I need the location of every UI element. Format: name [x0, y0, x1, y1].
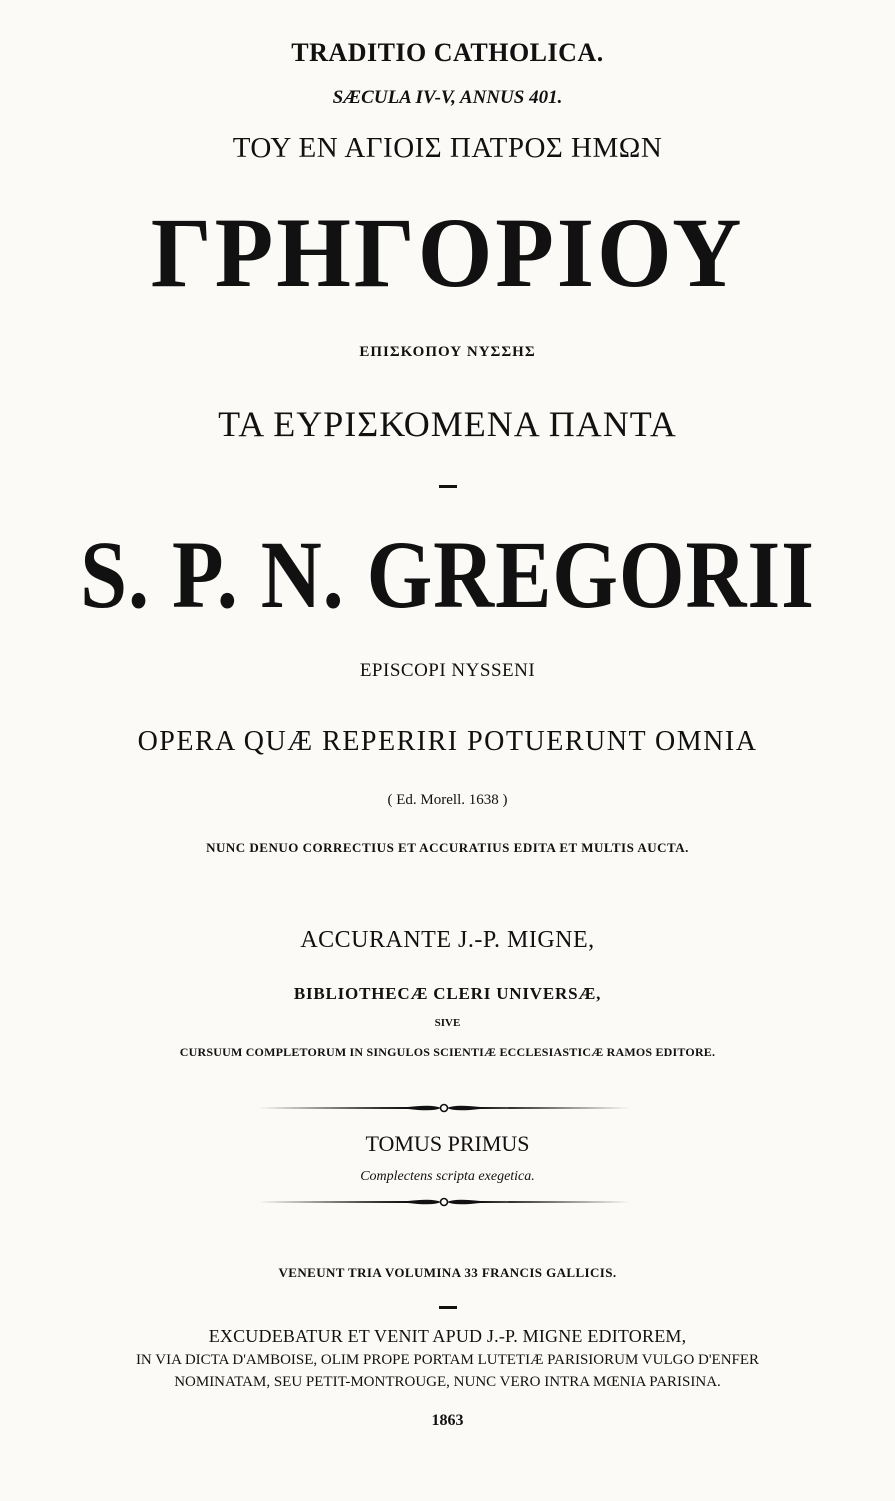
editor-bibliotheca: BIBLIOTHECÆ CLERI UNIVERSÆ, — [293, 984, 602, 1003]
editor-line: ACCURANTE J.-P. MIGNE, — [300, 927, 595, 953]
latin-works: OPERA QUÆ REPERIRI POTUERUNT OMNIA — [137, 726, 758, 757]
imprint-line-3: NOMINATAM, SEU PETIT-MONTROUGE, NUNC VERO INTRA MŒNIA PARISINA. — [174, 1374, 721, 1390]
short-rule-2 — [439, 1306, 457, 1309]
edition-note: ( Ed. Morell. 1638 ) — [387, 792, 508, 808]
imprint-line-2: IN VIA DICTA D'AMBOISE, OLIM PROPE PORTAM LUTETIÆ PARISIORUM VULGO D'ENFER — [135, 1352, 760, 1368]
short-rule — [439, 485, 457, 488]
imprint-line-1: EXCUDEBATUR ET VENIT APUD J.-P. MIGNE EDITOREM, — [208, 1326, 687, 1346]
editor-sive: SIVE — [434, 1017, 461, 1029]
greek-dedication: ΤΟΥ ΕΝ ΑΓΙΟΙΣ ΠΑΤΡΟΣ ΗΜΩΝ — [232, 132, 663, 164]
sale-note: VENEUNT TRIA VOLUMINA 33 FRANCIS GALLICIS. — [278, 1265, 617, 1280]
editor-cursuum: CURSUUM COMPLETORUM IN SINGULOS SCIENTIÆ ECCLESIASTICÆ RAMOS EDITORE. — [179, 1045, 716, 1059]
greek-see: ΕΠΙΣΚΟΠΟΥ ΝΥΣΣΗΣ — [359, 344, 536, 360]
tome-contents: Complectens scripta exegetica. — [360, 1169, 535, 1184]
publication-year: 1863 — [431, 1412, 464, 1429]
era-line: SÆCULA IV-V, ANNUS 401. — [332, 87, 563, 108]
latin-see: EPISCOPI NYSSENI — [359, 660, 536, 681]
correction-note: NUNC DENUO CORRECTIUS ET ACCURATIUS EDITA ET MULTIS AUCTA. — [206, 840, 689, 855]
tome-title: TOMUS PRIMUS — [365, 1131, 530, 1156]
latin-name: S. P. N. GREGORII — [80, 521, 815, 628]
greek-name: ΓΡΗΓΟΡΙΟΥ — [150, 197, 745, 308]
ornamental-rule-bottom — [258, 1193, 630, 1211]
ornamental-rule-top — [258, 1099, 630, 1117]
series-title: TRADITIO CATHOLICA. — [291, 38, 604, 67]
greek-works: ΤΑ ΕΥΡΙΣΚΟΜΕΝΑ ΠΑΝΤΑ — [218, 404, 677, 444]
